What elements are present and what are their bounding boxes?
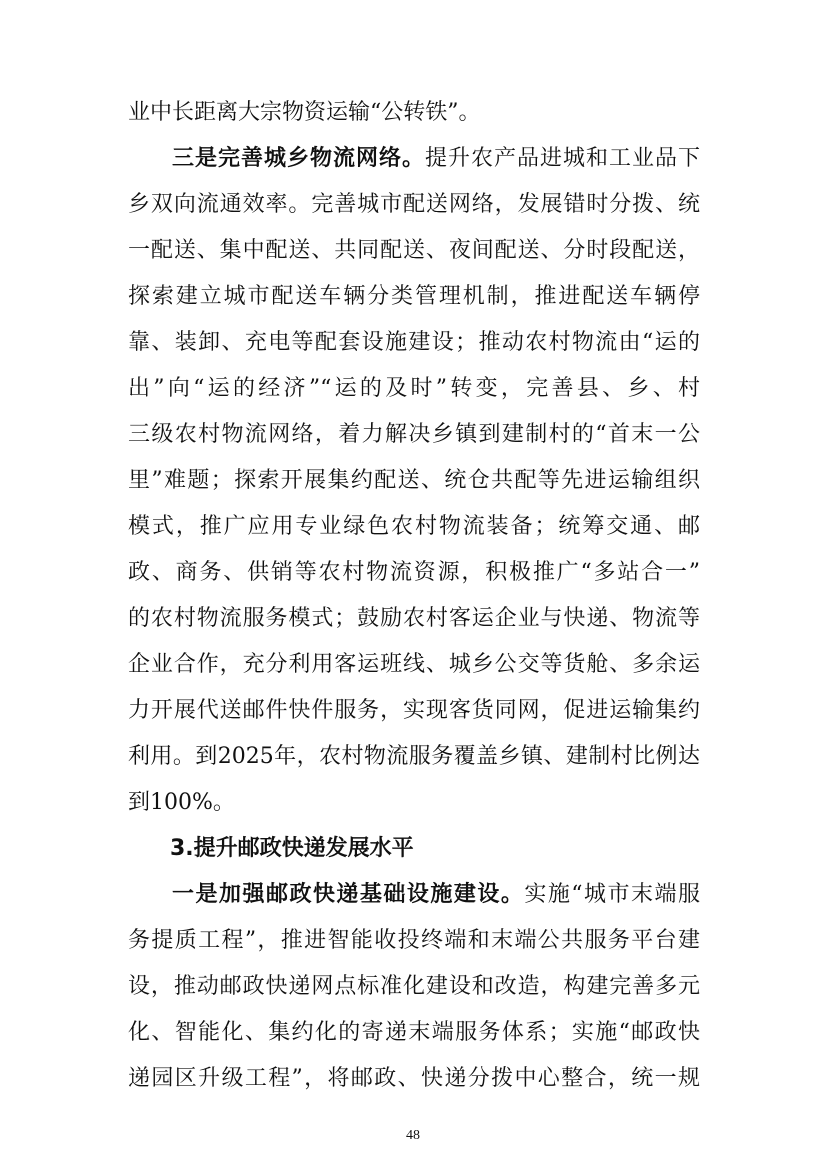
paragraph-first-line [172, 875, 700, 915]
paragraph-line: 里”难题；探索开展集约配送、统仓共配等先进运输组织 [128, 468, 700, 493]
paragraph-line: 的农村物流服务模式；鼓励农村客运企业与快递、物流等 [128, 606, 700, 631]
paragraph-line: 政、商务、供销等农村物流资源，积极推广“多站合一” [128, 560, 700, 585]
paragraph-line: 靠、装卸、充电等配套设施建设；推动农村物流由“运的 [128, 330, 700, 355]
paragraph-line: 三级农村物流网络，着力解决乡镇到建制村的“首末一公 [128, 422, 700, 447]
paragraph-line: 到100%。 [128, 790, 235, 815]
paragraph-line: 递园区升级工程”，将邮政、快递分拨中心整合，统一规 [128, 1066, 700, 1091]
paragraph-line: 乡双向流通效率。完善城市配送网络，发展错时分拨、统 [128, 192, 700, 217]
paragraph-line: 企业合作，充分利用客运班线、城乡公交等货舱、多余运 [128, 652, 700, 677]
paragraph-lead: 三是完善城乡物流网络。 [172, 146, 425, 171]
paragraph-line: 力开展代送邮件快件服务，实现客货同网，促进运输集约 [128, 698, 700, 723]
paragraph-line: 出”向“运的经济”“运的及时”转变，完善县、乡、村 [128, 376, 700, 401]
paragraph-line: 业中长距离大宗物资运输“公转铁”。 [128, 100, 481, 125]
paragraph-line: 探索建立城市配送车辆分类管理机制，推进配送车辆停 [128, 284, 700, 309]
paragraph-line: 设，推动邮政快递网点标准化建设和改造，构建完善多元 [128, 974, 700, 999]
paragraph-line: 利用。到2025年，农村物流服务覆盖乡镇、建制村比例达 [128, 744, 700, 769]
paragraph-line: 务提质工程”，推进智能收投终端和末端公共服务平台建 [128, 928, 700, 953]
paragraph-line: 模式，推广应用专业绿色农村物流装备；统筹交通、邮 [128, 514, 700, 539]
paragraph-first-line [172, 139, 700, 179]
paragraph-line: 一配送、集中配送、共同配送、夜间配送、分时段配送， [128, 238, 700, 263]
paragraph-lead: 一是加强邮政快递基础设施建设。 [172, 882, 525, 907]
paragraph-text: 提升农产品进城和工业品下 [425, 146, 700, 171]
page-number: 48 [406, 1128, 420, 1143]
paragraph-line: 化、智能化、集约化的寄递末端服务体系；实施“邮政快 [128, 1020, 700, 1045]
section-heading: 3.提升邮政快递发展水平 [170, 836, 414, 861]
paragraph-text: 实施“城市末端服 [524, 882, 700, 907]
